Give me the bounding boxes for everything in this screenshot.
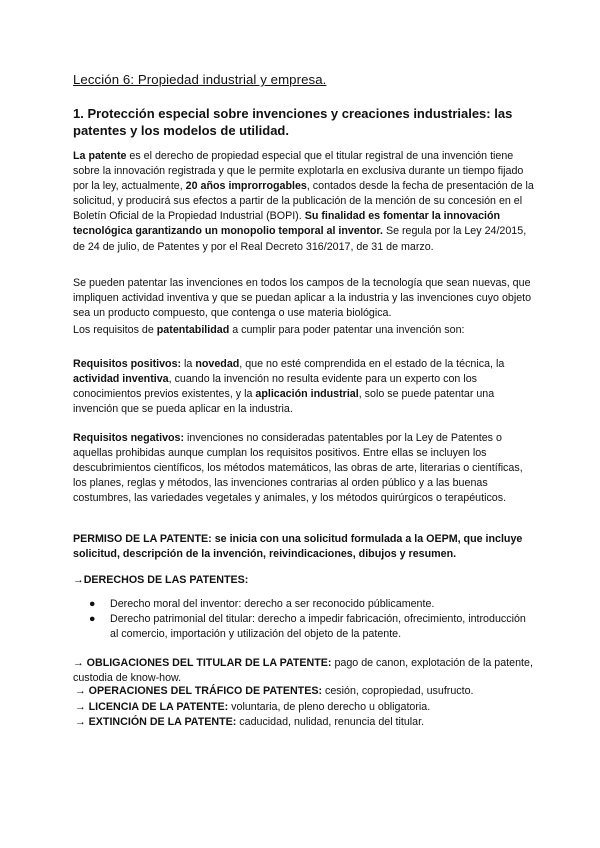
paragraph-requisitos-positivos — [73, 357, 535, 417]
bold-term: 20 años improrrogables — [185, 180, 307, 193]
bold-term: → OPERACIONES DEL TRÁFICO DE PATENTES: — [75, 685, 323, 697]
bold-term: novedad — [195, 358, 240, 370]
text-run: , solo se puede patentar una invención que se pueda aplicar en la industria. — [73, 388, 495, 416]
bold-term: → OBLIGACIONES DEL TITULAR DE LA PATENTE: — [73, 657, 332, 669]
bold-term: → LICENCIA DE LA PATENTE: — [75, 701, 229, 713]
bold-term: Requisitos negativos: — [73, 432, 185, 444]
derechos-heading: →DERECHOS DE LAS PATENTES: — [73, 574, 249, 586]
text-run: Se regula por la Ley 24/2015, de 24 de julio, de Patentes y por el Real Decreto 316/2017, de 31 de marzo. — [73, 225, 527, 253]
bold-term: aplicación industrial — [255, 388, 359, 401]
paragraph-requisitos-intro — [73, 323, 535, 338]
text-run: caducidad, nulidad, renuncia del titular. — [236, 716, 425, 728]
derechos-list — [73, 597, 535, 642]
text-run: , cuando la invención no resulta evidente para un experto con los conocimientos previos existentes, y la — [73, 373, 478, 401]
list-item-text: Derecho patrimonial del titular: derecho a impedir fabricación, ofrecimiento, introducción al comercio, importación y utilización del objeto de la patente. — [110, 613, 526, 641]
paragraph-patente-definition — [73, 149, 535, 255]
text-run: voluntaria, de pleno derecho u obligatoria. — [228, 701, 431, 713]
paragraph-permiso-patente: PERMISO DE LA PATENTE: se inicia con una solicitud formulada a la OEPM, que incluye solicitud, descripción de la invención, reivindicaciones, dibujos y resumen. — [73, 533, 523, 561]
operaciones-line — [75, 684, 540, 699]
list-item — [73, 597, 535, 612]
text-run: pago de canon, explotación de la patente, custodia de know-how. — [73, 657, 533, 685]
text-run: es el derecho de propiedad especial que el titular registral de una invención tiene sobre la innovación registrada y que le permite explotarla en exclusiva durante un tiempo fijado por la ley, actualmente, — [73, 150, 524, 193]
text-run: , que no esté comprendida en el estado de la técnica, la — [239, 358, 505, 370]
bold-term: Requisitos positivos: — [73, 358, 182, 370]
bold-term: Su finalidad es fomentar la innovación tecnológica garantizando un monopolio temporal al inventor. — [73, 210, 501, 238]
bold-term: → EXTINCIÓN DE LA PATENTE: — [75, 716, 237, 728]
text-run: Los requisitos de — [73, 324, 157, 336]
text-run: , contados desde la fecha de presentación de la solicitud, y producirá sus efectos a partir de la publicación de la mención de su concesión en el Boletín Oficial de la Propiedad Industrial (BOPI). — [73, 180, 534, 223]
bold-term: patentabilidad — [156, 324, 230, 336]
bullet-icon: ● — [89, 613, 96, 626]
paragraph-patentable-inventions: Se pueden patentar las invenciones en todos los campos de la tecnología que sean nuevas, que impliquen actividad inventiva y que se puedan aplicar a la industria y las invenciones cuyo objeto sea un producto compuesto, que contenga o use materia biológica. — [73, 277, 532, 320]
list-item-text: Derecho moral del inventor: derecho a ser reconocido públicamente. — [110, 598, 435, 610]
text-run: cesión, copropiedad, usufructo. — [322, 685, 474, 697]
licencia-line — [75, 700, 540, 715]
section-heading: 1. Protección especial sobre invenciones y creaciones industriales: las patentes y los modelos de utilidad. — [73, 106, 513, 138]
page-title: Lección 6: Propiedad industrial y empresa. — [73, 72, 327, 87]
bold-term: actividad inventiva — [73, 373, 169, 386]
list-item — [73, 612, 535, 642]
obligaciones-line — [73, 656, 538, 686]
paragraph-requisitos-negativos — [73, 431, 535, 506]
bold-term: La patente — [73, 150, 127, 162]
bullet-icon: ● — [89, 598, 96, 610]
text-run: invenciones no consideradas patentables por la Ley de Patentes o aquellas prohibidas aunque cumplan los requisitos positivos. Entre ellas se incluyen los descubrimientos científicos, los métodos matemáticos, las obras de arte, literarias o científicas, los planes, reglas y métodos, las invenciones contrarias al orden público y a las buenas costumbres, las variedades vegetales y animales, y los métodos quirúrgicos o terapéuticos. — [73, 432, 523, 505]
text-run: la — [181, 358, 196, 370]
text-run: a cumplir para poder patentar una invención son: — [229, 324, 465, 336]
extincion-line — [75, 715, 540, 730]
